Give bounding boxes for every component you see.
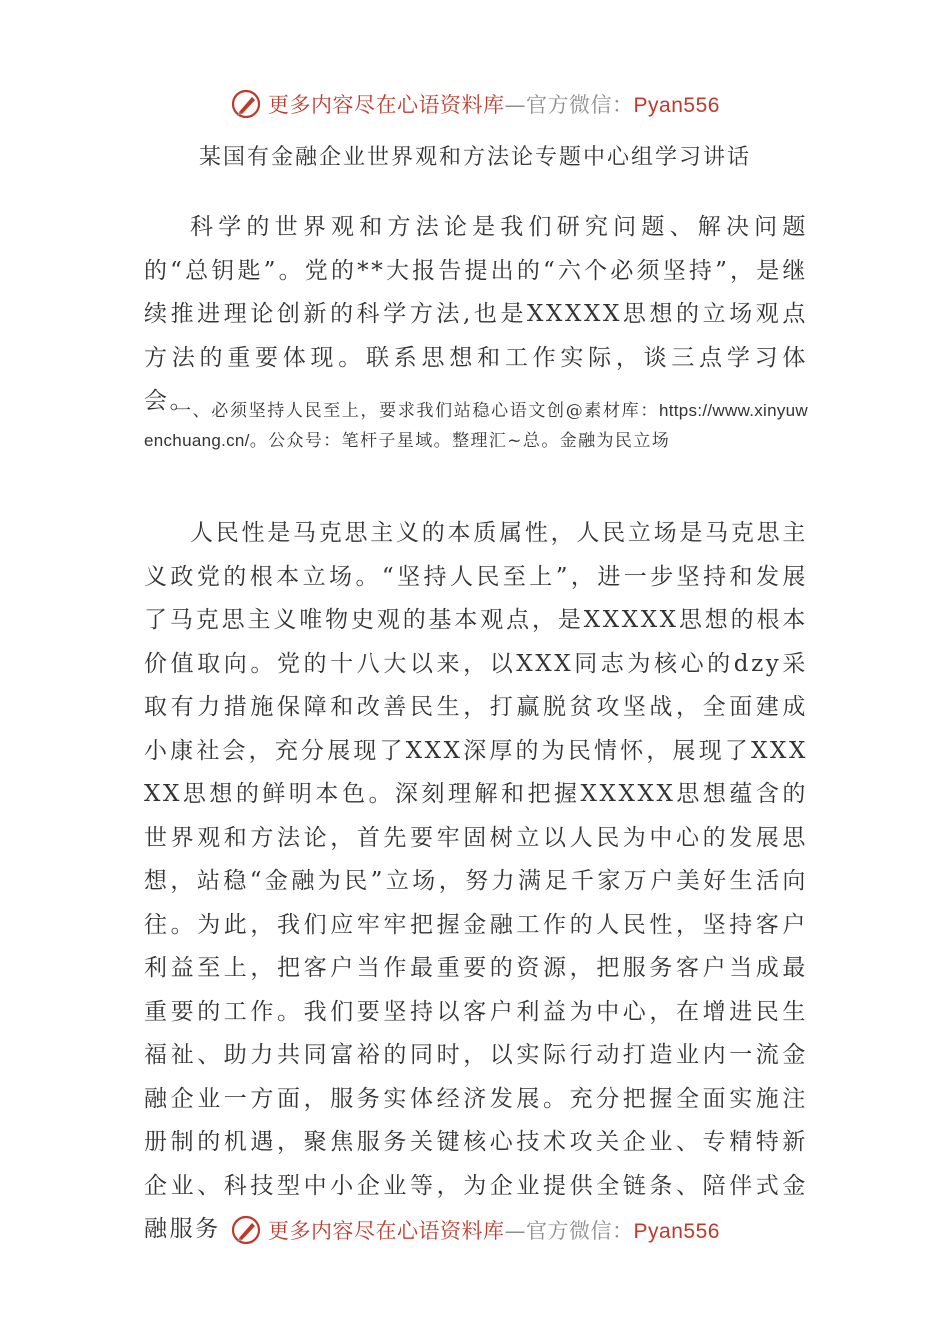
- watermark-separator: —: [504, 93, 527, 117]
- intro-paragraph: 科学的世界观和方法论是我们研究问题、解决问题的“总钥匙”。党的**大报告提出的“六个必须坚持”，是继续推进理论创新的科学方法,也是XXXXX思想的立场观点方法的重要体现。联系思想和工作实际，谈三点学习体会。: [144, 214, 808, 414]
- document-title: 某国有金融企业世界观和方法论专题中心组学习讲话: [198, 145, 751, 170]
- section-one-url: https://www.xinyuwenchuang.cn/: [144, 401, 808, 450]
- watermark-text: [268, 1215, 720, 1245]
- body-paragraph: 人民性是马克思主义的本质属性，人民立场是马克思主义政党的根本立场。“坚持人民至上”，进一步坚持和发展了马克思主义唯物史观的基本观点，是XXXXX思想的根本价值取向。党的十八大以来，以XXX同志为核心的dzy采取有力措施保障和改善民生，打赢脱贫攻坚战，全面建成小康社会，充分展现了XXX深厚的为民情怀，展现了XXXXX思想的鲜明本色。深刻理解和把握XXXXX思想蕴含的世界观和方法论，首先要牢固树立以人民为中心的发展思想，站稳“金融为民”立场，努力满足千家万户美好生活向往。为此，我们应牢牢把握金融工作的人民性，坚持客户利益至上，把客户当作最重要的资源，把服务客户当成最重要的工作。我们要坚持以客户利益为中心，在增进民生福祉、助力共同富裕的同时，以实际行动打造业内一流金融企业一方面，服务实体经济发展。充分把握全面实施注册制的机遇，聚焦服务关键核心技术攻关企业、专精特新企业、科技型中小企业等，为企业提供全链条、陪伴式金融服务: [144, 520, 808, 1242]
- watermark-main: 更多内容尽在心语资料库: [268, 93, 505, 117]
- watermark-main: 更多内容尽在心语资料库: [268, 1219, 505, 1243]
- section-one-tail: 。公众号：笔杆子星域。整理汇~总。金融为民立场: [249, 431, 671, 451]
- pen-logo-icon: [230, 1214, 262, 1246]
- section-one-lead: 一、必须坚持人民至上，要求我们站稳心语文创@素材库：: [174, 401, 659, 421]
- pen-logo-icon: [230, 88, 262, 120]
- section-one-heading: [144, 396, 808, 456]
- watermark-id: Pyan556: [633, 94, 720, 117]
- watermark-official: 官方微信：: [526, 1219, 634, 1243]
- watermark-id: Pyan556: [633, 1220, 720, 1243]
- watermark-banner-top: [0, 84, 950, 124]
- watermark-text: [268, 89, 720, 119]
- watermark-banner-bottom: [0, 1210, 950, 1250]
- watermark-official: 官方微信：: [526, 93, 634, 117]
- watermark-separator: —: [504, 1219, 527, 1243]
